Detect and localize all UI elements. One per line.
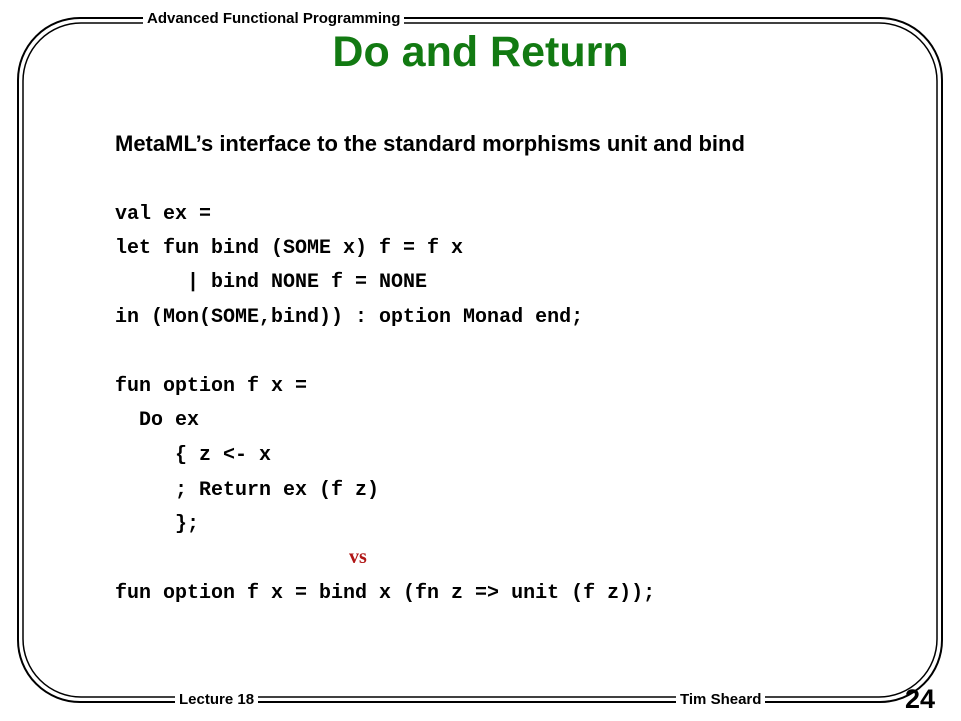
code-line: }; (115, 513, 200, 536)
code-line: | bind NONE f = NONE (115, 271, 428, 294)
code-line: Do ex (115, 409, 200, 432)
code-line: let fun bind (SOME x) f = f x (115, 237, 464, 260)
author-name: Tim Sheard (676, 691, 765, 708)
code-line: fun option f x = (115, 375, 308, 398)
code-line: fun option f x = bind x (fn z => unit (f z)); (115, 582, 656, 605)
slide-subtitle: MetaML’s interface to the standard morphisms unit and bind (115, 131, 745, 156)
code-line: in (Mon(SOME,bind)) : option Monad end; (115, 306, 584, 329)
course-title: Advanced Functional Programming (143, 10, 404, 27)
code-line: { z <- x (115, 444, 272, 467)
slide-title: Do and Return (332, 28, 629, 76)
code-line: ; Return ex (f z) (115, 479, 380, 502)
vs-label: vs (349, 546, 367, 568)
code-line: val ex = (115, 203, 212, 226)
lecture-label: Lecture 18 (175, 691, 258, 708)
page-number: 24 (905, 684, 936, 714)
